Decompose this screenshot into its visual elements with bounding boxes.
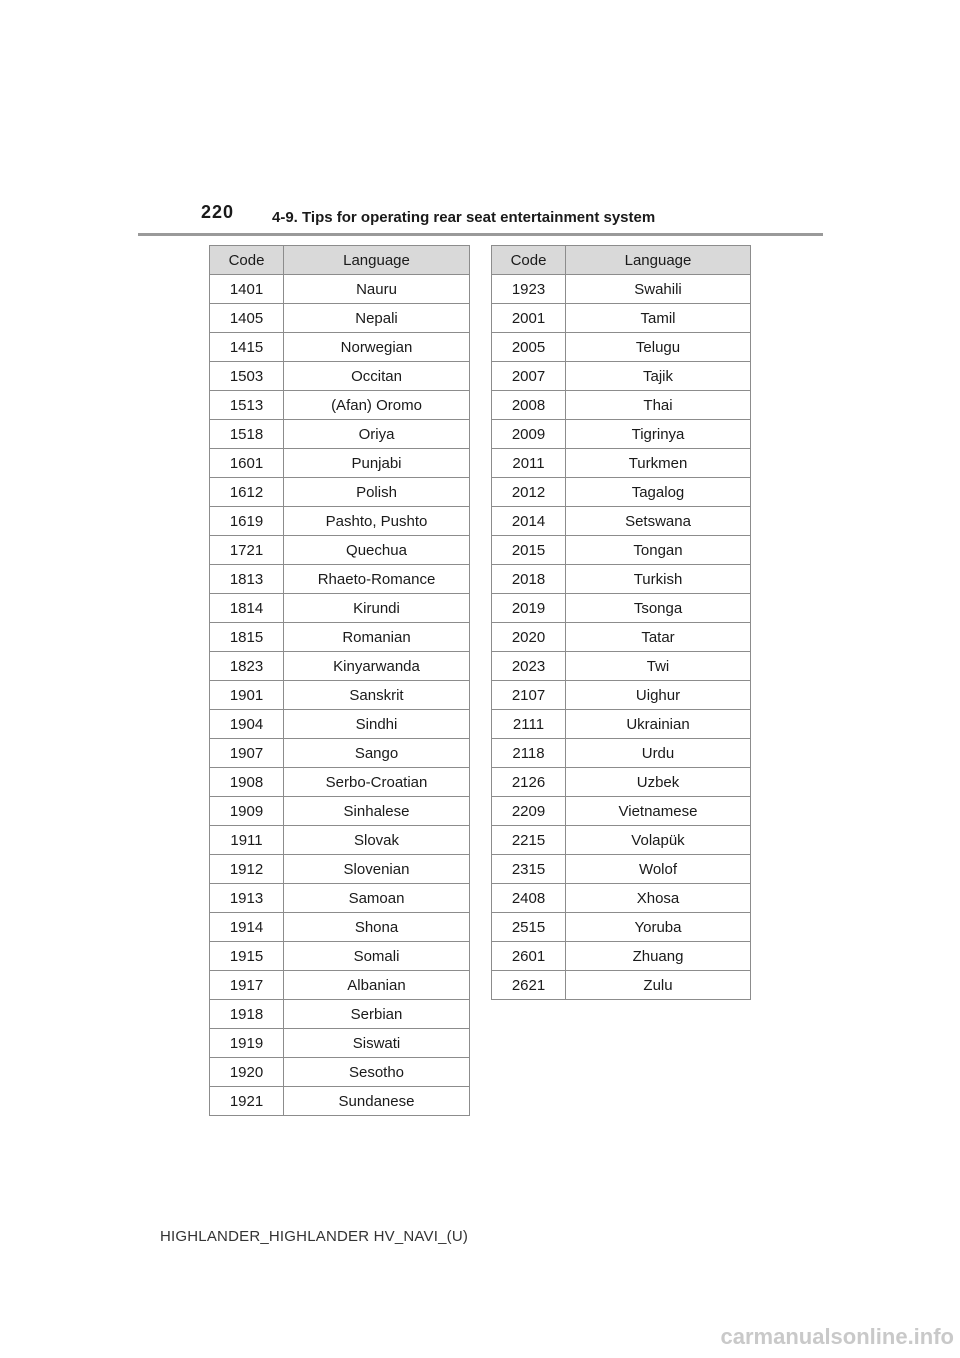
table-body-left <box>210 275 470 1116</box>
language-code-cell: 2107 <box>492 681 566 710</box>
table-row <box>492 884 751 913</box>
language-code-cell: 1901 <box>210 681 284 710</box>
table-row <box>210 1029 470 1058</box>
language-code-cell: 1815 <box>210 623 284 652</box>
table-row <box>492 420 751 449</box>
language-name-cell: Sundanese <box>284 1087 470 1116</box>
language-code-cell: 1513 <box>210 391 284 420</box>
language-name-cell: Tsonga <box>566 594 751 623</box>
table-row <box>210 652 470 681</box>
language-code-cell: 2020 <box>492 623 566 652</box>
table-row <box>210 478 470 507</box>
table-row <box>210 768 470 797</box>
table-row <box>210 1000 470 1029</box>
language-name-cell: Rhaeto-Romance <box>284 565 470 594</box>
section-title: 4-9. Tips for operating rear seat entertainment system <box>272 209 656 226</box>
language-name-cell: (Afan) Oromo <box>284 391 470 420</box>
language-name-cell: Romanian <box>284 623 470 652</box>
language-name-cell: Albanian <box>284 971 470 1000</box>
language-name-cell: Punjabi <box>284 449 470 478</box>
column-header-language: Language <box>284 246 470 275</box>
language-code-cell: 2018 <box>492 565 566 594</box>
language-code-cell: 1401 <box>210 275 284 304</box>
table-row <box>492 855 751 884</box>
language-name-cell: Kirundi <box>284 594 470 623</box>
language-name-cell: Vietnamese <box>566 797 751 826</box>
language-name-cell: Turkmen <box>566 449 751 478</box>
table-header-row <box>210 246 470 275</box>
table-row <box>492 362 751 391</box>
table-row <box>492 913 751 942</box>
table-row <box>210 275 470 304</box>
table-row <box>492 478 751 507</box>
language-name-cell: Slovak <box>284 826 470 855</box>
language-code-cell: 2515 <box>492 913 566 942</box>
language-code-cell: 2011 <box>492 449 566 478</box>
language-code-cell: 1914 <box>210 913 284 942</box>
language-code-cell: 2008 <box>492 391 566 420</box>
table-row <box>492 942 751 971</box>
language-code-cell: 1721 <box>210 536 284 565</box>
language-code-cell: 1919 <box>210 1029 284 1058</box>
language-name-cell: Sindhi <box>284 710 470 739</box>
language-name-cell: Yoruba <box>566 913 751 942</box>
language-name-cell: Setswana <box>566 507 751 536</box>
language-code-cell: 1415 <box>210 333 284 362</box>
language-name-cell: Uighur <box>566 681 751 710</box>
table-row <box>492 449 751 478</box>
header-divider <box>138 233 823 236</box>
table-row <box>210 1058 470 1087</box>
language-code-cell: 1915 <box>210 942 284 971</box>
table-row <box>492 797 751 826</box>
language-name-cell: Pashto, Pushto <box>284 507 470 536</box>
language-name-cell: Tagalog <box>566 478 751 507</box>
language-name-cell: Uzbek <box>566 768 751 797</box>
language-code-cell: 1921 <box>210 1087 284 1116</box>
language-name-cell: Sinhalese <box>284 797 470 826</box>
language-name-cell: Serbian <box>284 1000 470 1029</box>
language-name-cell: Slovenian <box>284 855 470 884</box>
table-row <box>210 594 470 623</box>
language-name-cell: Xhosa <box>566 884 751 913</box>
language-name-cell: Tamil <box>566 304 751 333</box>
language-name-cell: Swahili <box>566 275 751 304</box>
language-code-cell: 1813 <box>210 565 284 594</box>
language-code-cell: 1619 <box>210 507 284 536</box>
language-name-cell: Tajik <box>566 362 751 391</box>
language-code-cell: 2001 <box>492 304 566 333</box>
language-code-cell: 1920 <box>210 1058 284 1087</box>
table-row <box>210 739 470 768</box>
language-code-cell: 2315 <box>492 855 566 884</box>
language-name-cell: Sanskrit <box>284 681 470 710</box>
language-code-cell: 1907 <box>210 739 284 768</box>
language-name-cell: Polish <box>284 478 470 507</box>
language-code-cell: 1518 <box>210 420 284 449</box>
column-header-language: Language <box>566 246 751 275</box>
language-name-cell: Tatar <box>566 623 751 652</box>
language-code-cell: 2126 <box>492 768 566 797</box>
language-code-cell: 1918 <box>210 1000 284 1029</box>
watermark: carmanualsonline.info <box>720 1324 954 1349</box>
table-row <box>210 333 470 362</box>
table-row <box>492 739 751 768</box>
table-row <box>492 333 751 362</box>
table-row <box>210 1087 470 1116</box>
table-header-row <box>492 246 751 275</box>
language-name-cell: Sango <box>284 739 470 768</box>
language-name-cell: Twi <box>566 652 751 681</box>
language-name-cell: Oriya <box>284 420 470 449</box>
table-row <box>210 304 470 333</box>
table-row <box>492 565 751 594</box>
language-name-cell: Zhuang <box>566 942 751 971</box>
language-name-cell: Siswati <box>284 1029 470 1058</box>
language-code-cell: 1909 <box>210 797 284 826</box>
language-code-cell: 2209 <box>492 797 566 826</box>
language-code-cell: 2009 <box>492 420 566 449</box>
table-row <box>210 942 470 971</box>
language-name-cell: Kinyarwanda <box>284 652 470 681</box>
table-row <box>492 826 751 855</box>
language-code-cell: 2621 <box>492 971 566 1000</box>
table-row <box>210 913 470 942</box>
page-header <box>0 0 960 240</box>
table-row <box>210 710 470 739</box>
language-name-cell: Occitan <box>284 362 470 391</box>
table-row <box>210 449 470 478</box>
language-name-cell: Norwegian <box>284 333 470 362</box>
language-code-cell: 2005 <box>492 333 566 362</box>
language-code-cell: 2007 <box>492 362 566 391</box>
language-code-cell: 1913 <box>210 884 284 913</box>
table-row <box>210 971 470 1000</box>
language-code-cell: 1908 <box>210 768 284 797</box>
language-name-cell: Tongan <box>566 536 751 565</box>
table-row <box>492 710 751 739</box>
table-row <box>492 304 751 333</box>
table-row <box>210 884 470 913</box>
page-number: 220 <box>201 202 235 222</box>
language-code-table-left <box>209 245 470 1116</box>
table-row <box>210 797 470 826</box>
language-name-cell: Urdu <box>566 739 751 768</box>
language-code-cell: 2023 <box>492 652 566 681</box>
language-name-cell: Turkish <box>566 565 751 594</box>
language-code-cell: 2015 <box>492 536 566 565</box>
column-header-code: Code <box>492 246 566 275</box>
table-row <box>492 507 751 536</box>
table-row <box>492 623 751 652</box>
table-row <box>492 768 751 797</box>
language-name-cell: Samoan <box>284 884 470 913</box>
table-row <box>210 565 470 594</box>
language-code-cell: 2014 <box>492 507 566 536</box>
table-row <box>210 536 470 565</box>
table-row <box>492 652 751 681</box>
column-header-code: Code <box>210 246 284 275</box>
language-code-cell: 2012 <box>492 478 566 507</box>
footer-model-label: HIGHLANDER_HIGHLANDER HV_NAVI_(U) <box>160 1228 469 1245</box>
language-name-cell: Telugu <box>566 333 751 362</box>
table-row <box>492 681 751 710</box>
table-row <box>210 420 470 449</box>
table-row <box>492 275 751 304</box>
language-code-cell: 1612 <box>210 478 284 507</box>
table-row <box>492 391 751 420</box>
table-row <box>210 507 470 536</box>
language-name-cell: Wolof <box>566 855 751 884</box>
language-code-cell: 1601 <box>210 449 284 478</box>
language-code-cell: 1923 <box>492 275 566 304</box>
language-name-cell: Somali <box>284 942 470 971</box>
language-code-cell: 1405 <box>210 304 284 333</box>
language-code-cell: 1911 <box>210 826 284 855</box>
language-code-cell: 1917 <box>210 971 284 1000</box>
language-name-cell: Zulu <box>566 971 751 1000</box>
language-code-cell: 2408 <box>492 884 566 913</box>
language-code-cell: 1503 <box>210 362 284 391</box>
table-row <box>210 681 470 710</box>
table-row <box>210 362 470 391</box>
language-code-cell: 2118 <box>492 739 566 768</box>
language-name-cell: Thai <box>566 391 751 420</box>
language-name-cell: Sesotho <box>284 1058 470 1087</box>
table-row <box>210 623 470 652</box>
language-code-cell: 1823 <box>210 652 284 681</box>
language-code-cell: 2019 <box>492 594 566 623</box>
table-body-right <box>492 275 751 1000</box>
language-code-table-right <box>491 245 751 1000</box>
language-name-cell: Nepali <box>284 304 470 333</box>
language-name-cell: Volapük <box>566 826 751 855</box>
language-code-cell: 1904 <box>210 710 284 739</box>
table-row <box>210 855 470 884</box>
language-name-cell: Nauru <box>284 275 470 304</box>
table-row <box>492 971 751 1000</box>
table-row <box>210 391 470 420</box>
language-name-cell: Tigrinya <box>566 420 751 449</box>
language-code-cell: 2601 <box>492 942 566 971</box>
language-code-cell: 1814 <box>210 594 284 623</box>
language-name-cell: Quechua <box>284 536 470 565</box>
language-name-cell: Shona <box>284 913 470 942</box>
table-row <box>210 826 470 855</box>
table-row <box>492 594 751 623</box>
language-name-cell: Ukrainian <box>566 710 751 739</box>
language-name-cell: Serbo-Croatian <box>284 768 470 797</box>
language-code-cell: 1912 <box>210 855 284 884</box>
language-code-cell: 2111 <box>492 710 566 739</box>
table-row <box>492 536 751 565</box>
language-code-cell: 2215 <box>492 826 566 855</box>
